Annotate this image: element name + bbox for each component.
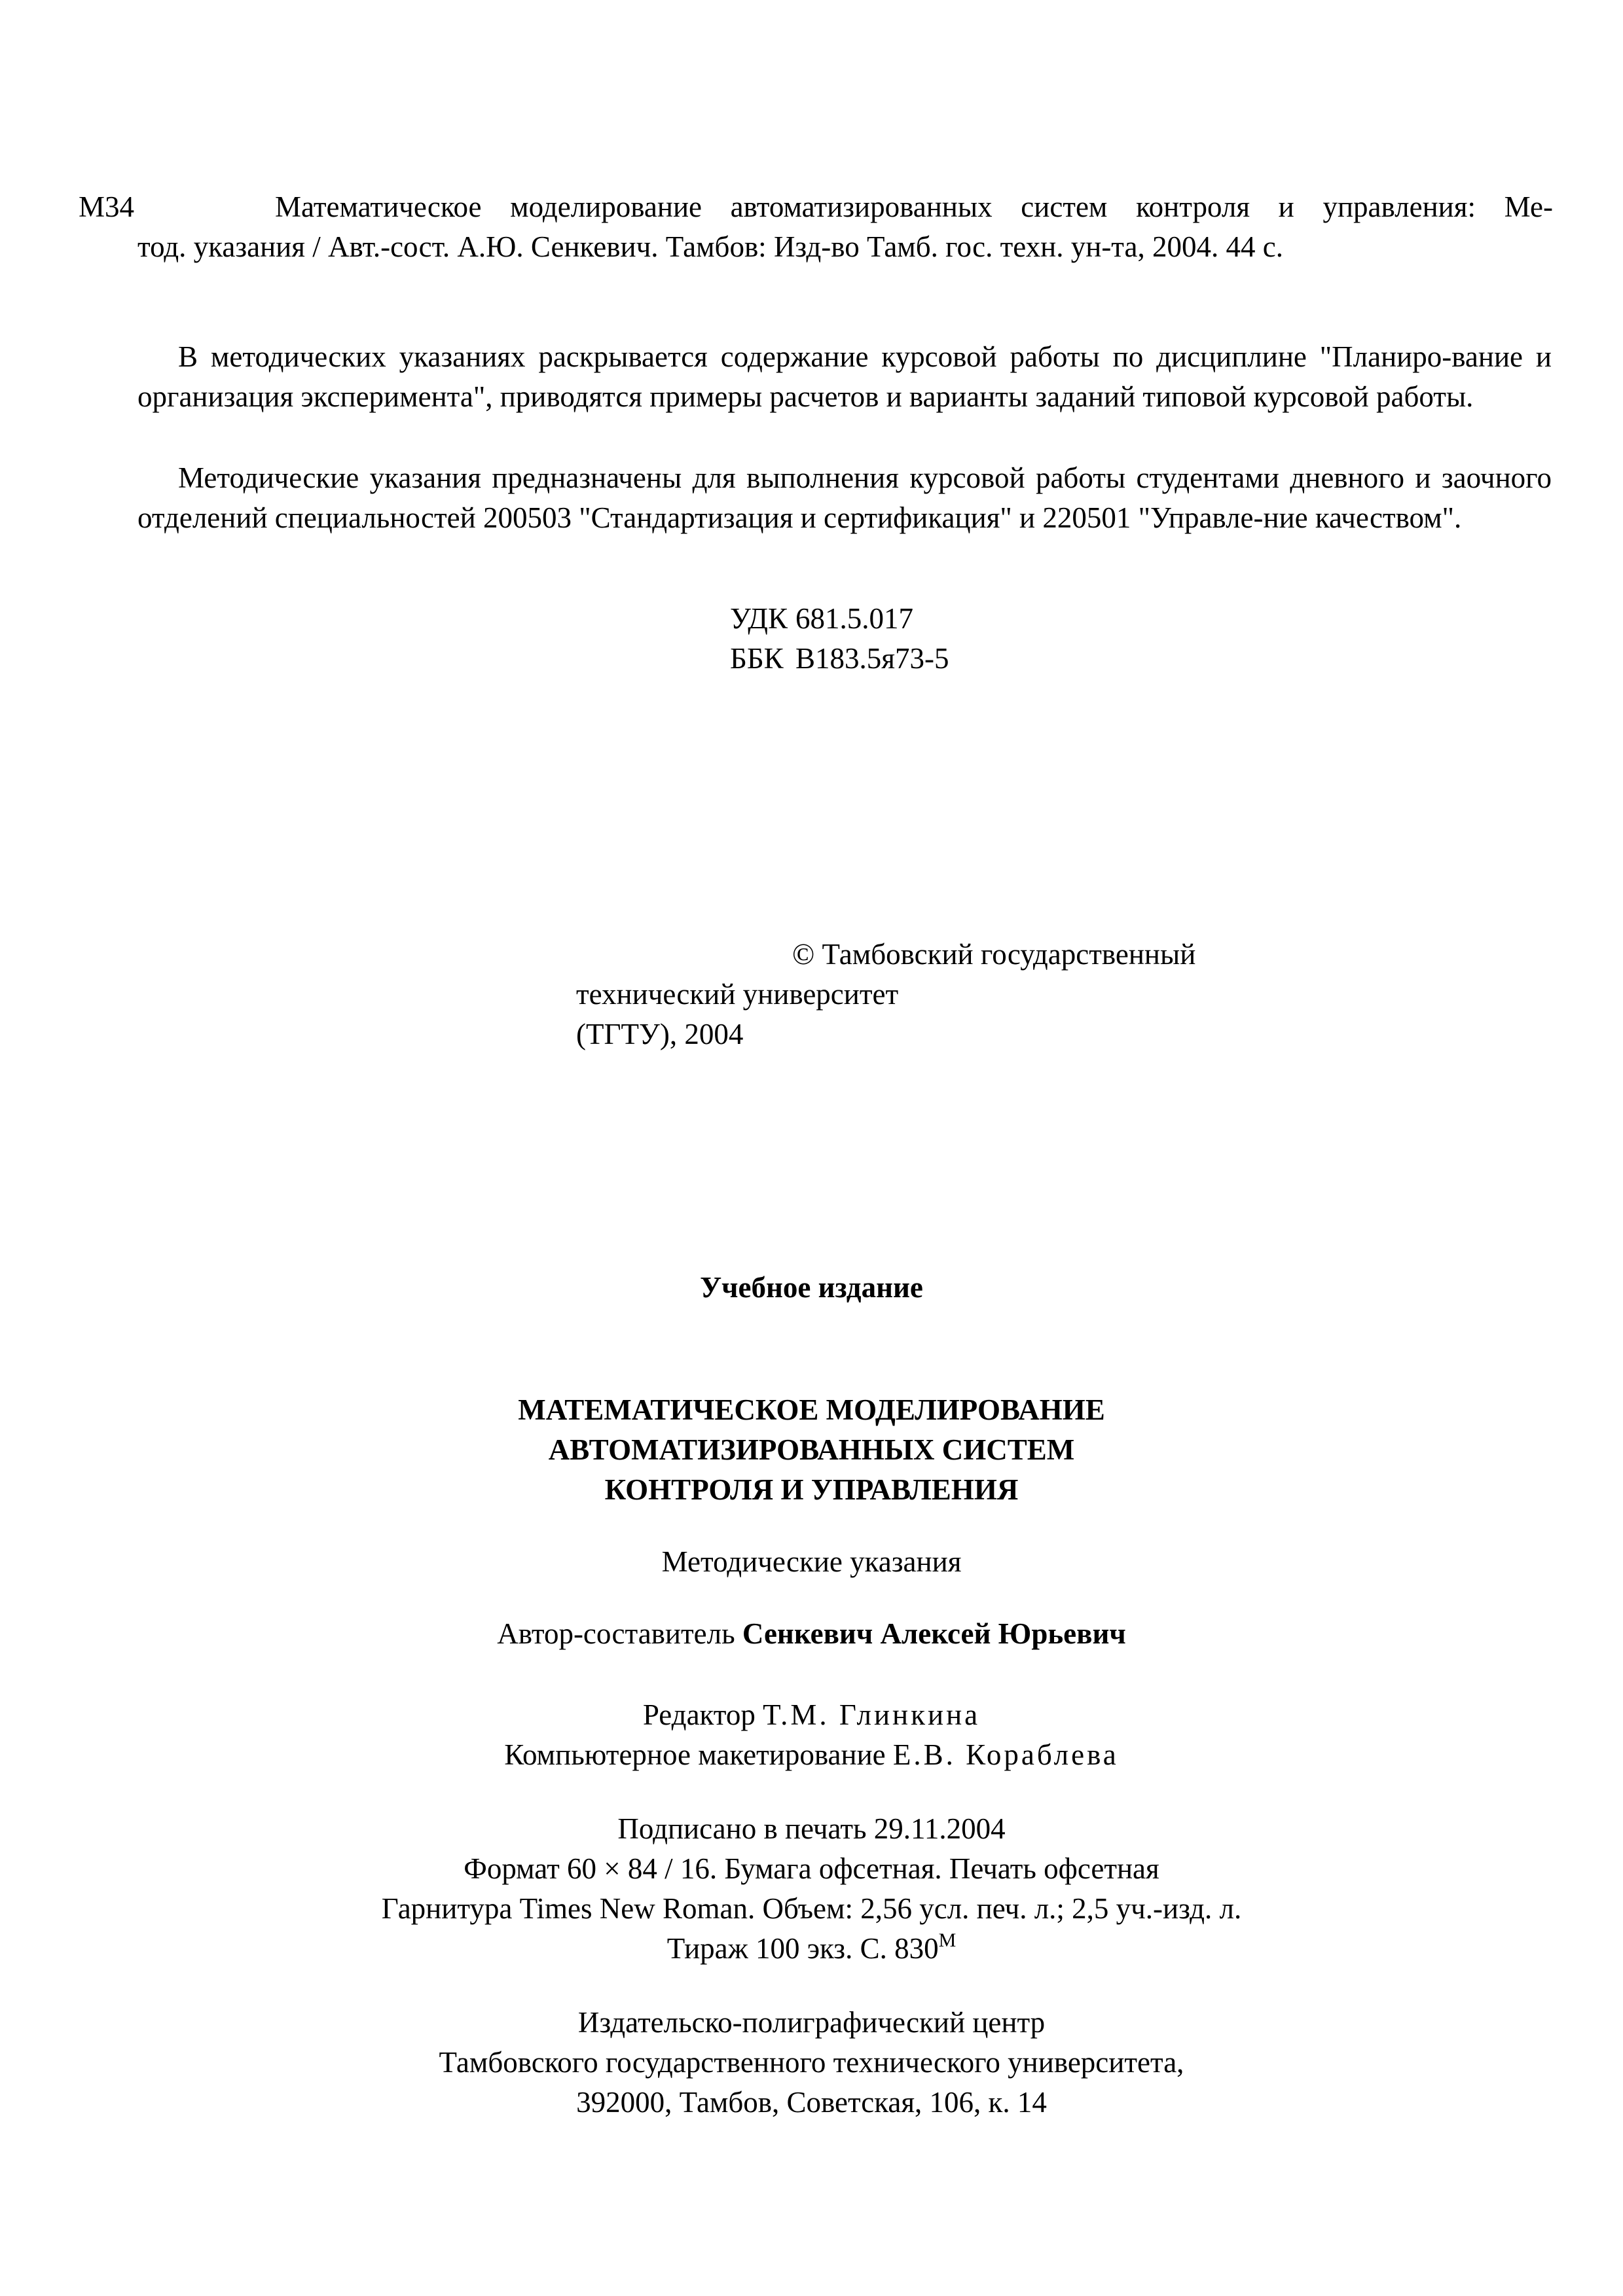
print-run-text: Тираж 100 экз. С. 830	[666, 1932, 939, 1965]
editor-line	[0, 1695, 1623, 1735]
udk-value: 681.5.017	[795, 602, 913, 635]
print-run-line	[0, 1929, 1623, 1972]
copyright-line-2: технический университет	[576, 978, 899, 1011]
abstract-paragraph-1: В методических указаниях раскрывается содержание курсовой работы по дисциплине "Планиро-вание и организация эксперимента", приводятся примеры расчетов и варианты заданий типовой курсовой работы.	[137, 340, 1552, 413]
layout-line	[0, 1735, 1623, 1775]
abstract-paragraph-2: Методические указания предназначены для выполнения курсовой работы студентами дневного и заочного отделений специальностей 200503 "Стандартизация и сертификация" и 220501 "Управле-ние качеством".	[137, 461, 1552, 534]
bibliographic-record-line-1: Математическое моделирование автоматизированных систем контроля и управления: Ме-	[275, 190, 1553, 223]
bbk-index	[730, 639, 949, 679]
udk-label: УДК	[730, 602, 788, 635]
author-label: Автор-составитель	[497, 1617, 735, 1650]
print-run-superscript: М	[938, 1929, 957, 1951]
author-line	[0, 1614, 1623, 1654]
udk-index	[730, 599, 913, 639]
bibliographic-record-line-2: тод. указания / Авт.-сост. А.Ю. Сенкевич. Тамбов: Изд-во Тамб. гос. техн. ун-та, 2004. 44 с.	[137, 230, 1283, 263]
author-name: Сенкевич Алексей Юрьевич	[742, 1617, 1126, 1650]
publisher-line-2: Тамбовского государственного технического университета,	[439, 2046, 1184, 2079]
publisher-line-1: Издательско-полиграфический центр	[577, 2006, 1046, 2039]
publisher-line-3: 392000, Тамбов, Советская, 106, к. 14	[576, 2086, 1047, 2119]
bbk-value: В183.5я73-5	[795, 642, 949, 675]
edition-type: Учебное издание	[700, 1271, 923, 1304]
title-line-1: МАТЕМАТИЧЕСКОЕ МОДЕЛИРОВАНИЕ	[518, 1393, 1105, 1426]
document-type: Методические указания	[661, 1545, 962, 1578]
title-line-2: АВТОМАТИЗИРОВАННЫХ СИСТЕМ	[548, 1433, 1075, 1466]
format-line: Формат 60 × 84 / 16. Бумага офсетная. Печать офсетная	[464, 1852, 1159, 1885]
signed-to-print: Подписано в печать 29.11.2004	[617, 1812, 1006, 1845]
copyright-line-3: (ТГТУ), 2004	[576, 1018, 744, 1050]
editor-name: Т.М. Глинкина	[763, 1698, 981, 1731]
typeface-line: Гарнитура Times New Roman. Объем: 2,56 усл. печ. л.; 2,5 уч.-изд. л.	[381, 1892, 1242, 1925]
copyright-line-1: © Тамбовский государственный	[792, 938, 1196, 971]
layout-name: Е.В. Кораблева	[892, 1738, 1119, 1771]
title-line-3: КОНТРОЛЯ И УПРАВЛЕНИЯ	[604, 1473, 1019, 1506]
layout-label: Компьютерное макетирование	[504, 1738, 886, 1771]
bbk-label: ББК	[730, 642, 784, 675]
catalog-code: М34	[79, 190, 135, 223]
editor-label: Редактор	[642, 1698, 756, 1731]
